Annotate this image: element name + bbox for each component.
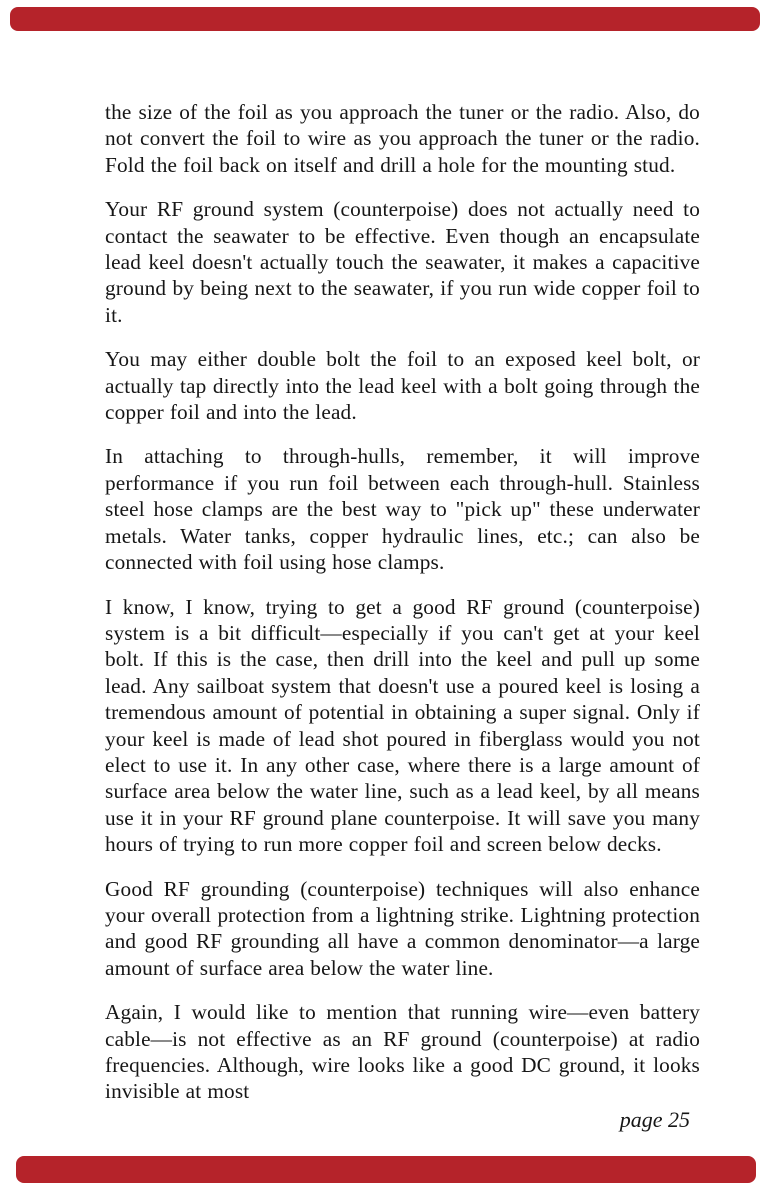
page-number: page 25 <box>619 1107 690 1132</box>
body-paragraph: Good RF grounding (counterpoise) techniques will also enhance your overall protection from a lightning strike. Lightning protection and good RF grounding all have a common denominator—a large amount of surface area below the water line. <box>105 876 700 980</box>
scan-artifact-bottom-bar <box>16 1156 756 1183</box>
body-paragraph: Again, I would like to mention that running wire—even battery cable—is not effective as an RF ground (counterpoise) at radio frequencies. Although, wire looks like a good DC ground, it looks invisible at most <box>105 1000 700 1104</box>
scan-artifact-top-bar <box>10 7 760 31</box>
body-paragraph: In attaching to through-hulls, remember, it will improve performance if you run foil between each through-hull. Stainless steel hose clamps are the best way to "pick up" these underwater metals. Water tanks, copper hydraulic lines, etc.; can also be connected with foil using hose clamps. <box>105 444 700 575</box>
body-paragraph: You may either double bolt the foil to an exposed keel bolt, or actually tap directly into the lead keel with a bolt going through the copper foil and into the lead. <box>105 347 700 425</box>
body-paragraph: Your RF ground system (counterpoise) does not actually need to contact the seawater to be effective. Even though an encapsulate lead keel doesn't actually touch the seawater, it makes a capacitive ground by being next to the seawater, if you run wide copper foil to it. <box>105 197 700 327</box>
body-paragraph: I know, I know, trying to get a good RF ground (counterpoise) system is a bit difficult—especially if you can't get at your keel bolt. If this is the case, then drill into the keel and pull up some lead. Any sailboat system that doesn't use a poured keel is losing a tremendous amount of potential in obtaining a super signal. Only if your keel is made of lead shot poured in fiberglass would you not elect to use it. In any other case, where there is a large amount of surface area below the water line, such as a lead keel, by all means use it in your RF ground plane counterpoise. It will save you many hours of trying to run more copper foil and screen below decks. <box>105 594 700 857</box>
body-paragraph: the size of the foil as you approach the tuner or the radio. Also, do not convert the foil to wire as you approach the tuner or the radio. Fold the foil back on itself and drill a hole for the mounting stud. <box>105 100 700 177</box>
page-body <box>105 99 700 1105</box>
